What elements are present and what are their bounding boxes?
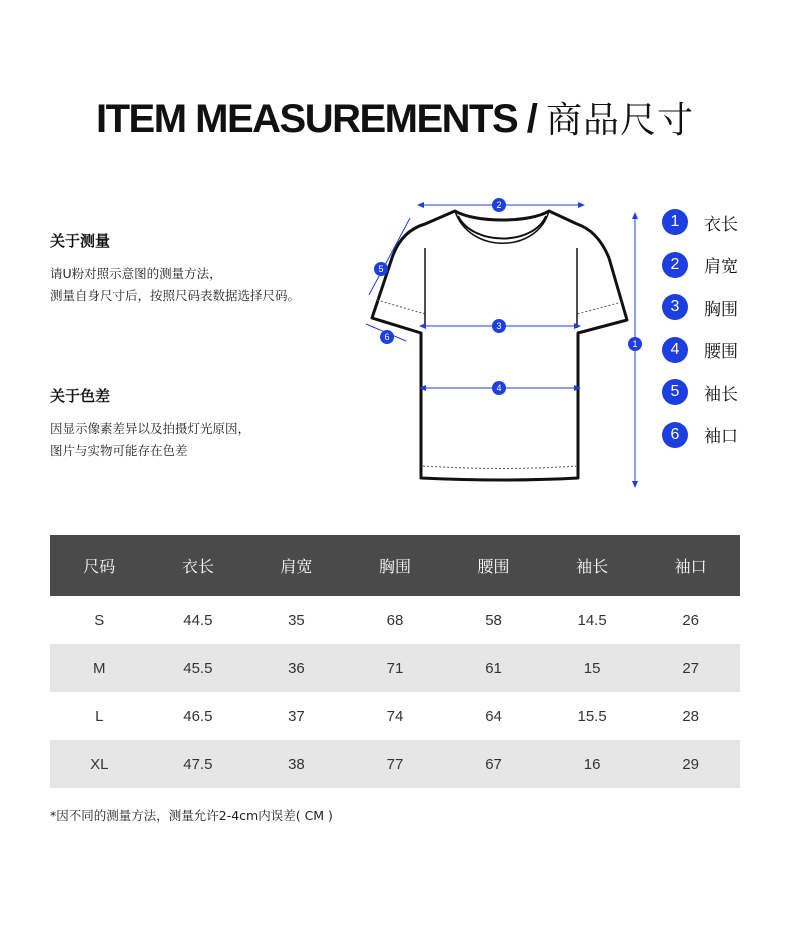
legend-label: 腰围 [704, 342, 738, 363]
legend-number-3: 3 [662, 294, 688, 320]
table-cell: 68 [386, 611, 404, 629]
table-cell: 46.5 [183, 707, 213, 725]
header-sleeve: 袖长 [543, 535, 642, 596]
marker-4 [492, 381, 506, 395]
table-cell: 38 [247, 740, 346, 788]
table-row [50, 740, 740, 788]
marker-1 [628, 337, 642, 351]
table-cell: 44.5 [183, 611, 213, 629]
header-waist: 腰围 [444, 535, 543, 596]
table-row [50, 692, 740, 740]
page-title-en: ITEM MEASUREMENTS / [95, 97, 537, 141]
svg-text:3: 3 [496, 321, 502, 331]
table-cell: M [50, 644, 149, 692]
table-cell: 36 [247, 644, 346, 692]
table-cell: 15.5 [577, 707, 607, 725]
svg-text:5: 5 [378, 264, 384, 274]
page-title-cn: 商品尺寸 [546, 100, 695, 141]
tshirt-outline [372, 211, 627, 480]
size-table [50, 535, 740, 788]
legend-number-6: 6 [662, 422, 688, 448]
table-cell: 77 [346, 740, 445, 788]
table-cell: 47.5 [149, 740, 248, 788]
legend-item [662, 207, 738, 237]
marker-5 [374, 262, 388, 276]
marker-6 [380, 330, 394, 344]
legend-item [662, 377, 738, 407]
table-cell: 15 [543, 644, 642, 692]
table-cell: S [94, 611, 105, 629]
table-cell: 67 [444, 740, 543, 788]
legend-label: 袖长 [704, 384, 738, 405]
table-row [50, 644, 740, 692]
svg-text:2: 2 [496, 200, 502, 210]
note-heading: 关于测量 [50, 232, 111, 250]
legend-item [662, 420, 738, 450]
legend-label: 肩宽 [704, 257, 738, 278]
note-line: 图片与实物可能存在色差 [50, 443, 188, 458]
page-title [0, 92, 790, 143]
header-shoulder: 肩宽 [247, 535, 346, 596]
legend-number-1: 1 [662, 209, 688, 235]
note-measurement [50, 230, 380, 307]
table-cell: 29 [641, 740, 740, 788]
table-cell: 35 [288, 611, 305, 629]
legend-item [662, 335, 738, 365]
header-cuff: 袖口 [641, 535, 740, 596]
header-size: 尺码 [50, 535, 149, 596]
legend-number-4: 4 [662, 337, 688, 363]
legend-label: 胸围 [704, 299, 738, 320]
legend-label: 衣长 [704, 214, 738, 235]
table-cell: 61 [444, 644, 543, 692]
marker-3 [492, 319, 506, 333]
tshirt-diagram [355, 188, 655, 493]
table-header-row [50, 535, 740, 596]
table-cell: 26 [682, 611, 700, 629]
footnote: *因不同的测量方法，测量允许2-4cm内误差( CM ) [50, 808, 333, 823]
svg-text:6: 6 [384, 332, 390, 342]
note-line: 请U粉对照示意图的测量方法， [50, 266, 222, 281]
table-row [50, 596, 740, 644]
header-length: 衣长 [149, 535, 248, 596]
table-cell: 74 [386, 707, 404, 725]
table-cell: 16 [543, 740, 642, 788]
note-color-difference [50, 385, 380, 462]
svg-text:1: 1 [632, 339, 638, 349]
table-cell: L [95, 707, 104, 725]
note-heading: 关于色差 [50, 387, 111, 405]
table-cell: 45.5 [149, 644, 248, 692]
legend-number-2: 2 [662, 252, 688, 278]
note-line: 测量自身尺寸后，按照尺码表数据选择尺码。 [50, 288, 301, 303]
legend-number-5: 5 [662, 379, 688, 405]
svg-text:4: 4 [496, 383, 502, 393]
measurement-legend [662, 207, 738, 463]
table-cell: XL [50, 740, 149, 788]
header-chest: 胸围 [346, 535, 445, 596]
table-cell: 28 [682, 707, 700, 725]
table-cell: 71 [346, 644, 445, 692]
table-cell: 64 [485, 707, 502, 725]
marker-2 [492, 198, 506, 212]
table-cell: 27 [641, 644, 740, 692]
table-cell: 58 [485, 611, 502, 629]
legend-label: 袖口 [704, 427, 738, 448]
legend-item [662, 250, 738, 280]
table-cell: 37 [288, 707, 305, 725]
table-cell: 14.5 [577, 611, 607, 629]
note-line: 因显示像素差异以及拍摄灯光原因， [50, 421, 251, 436]
legend-item [662, 292, 738, 322]
